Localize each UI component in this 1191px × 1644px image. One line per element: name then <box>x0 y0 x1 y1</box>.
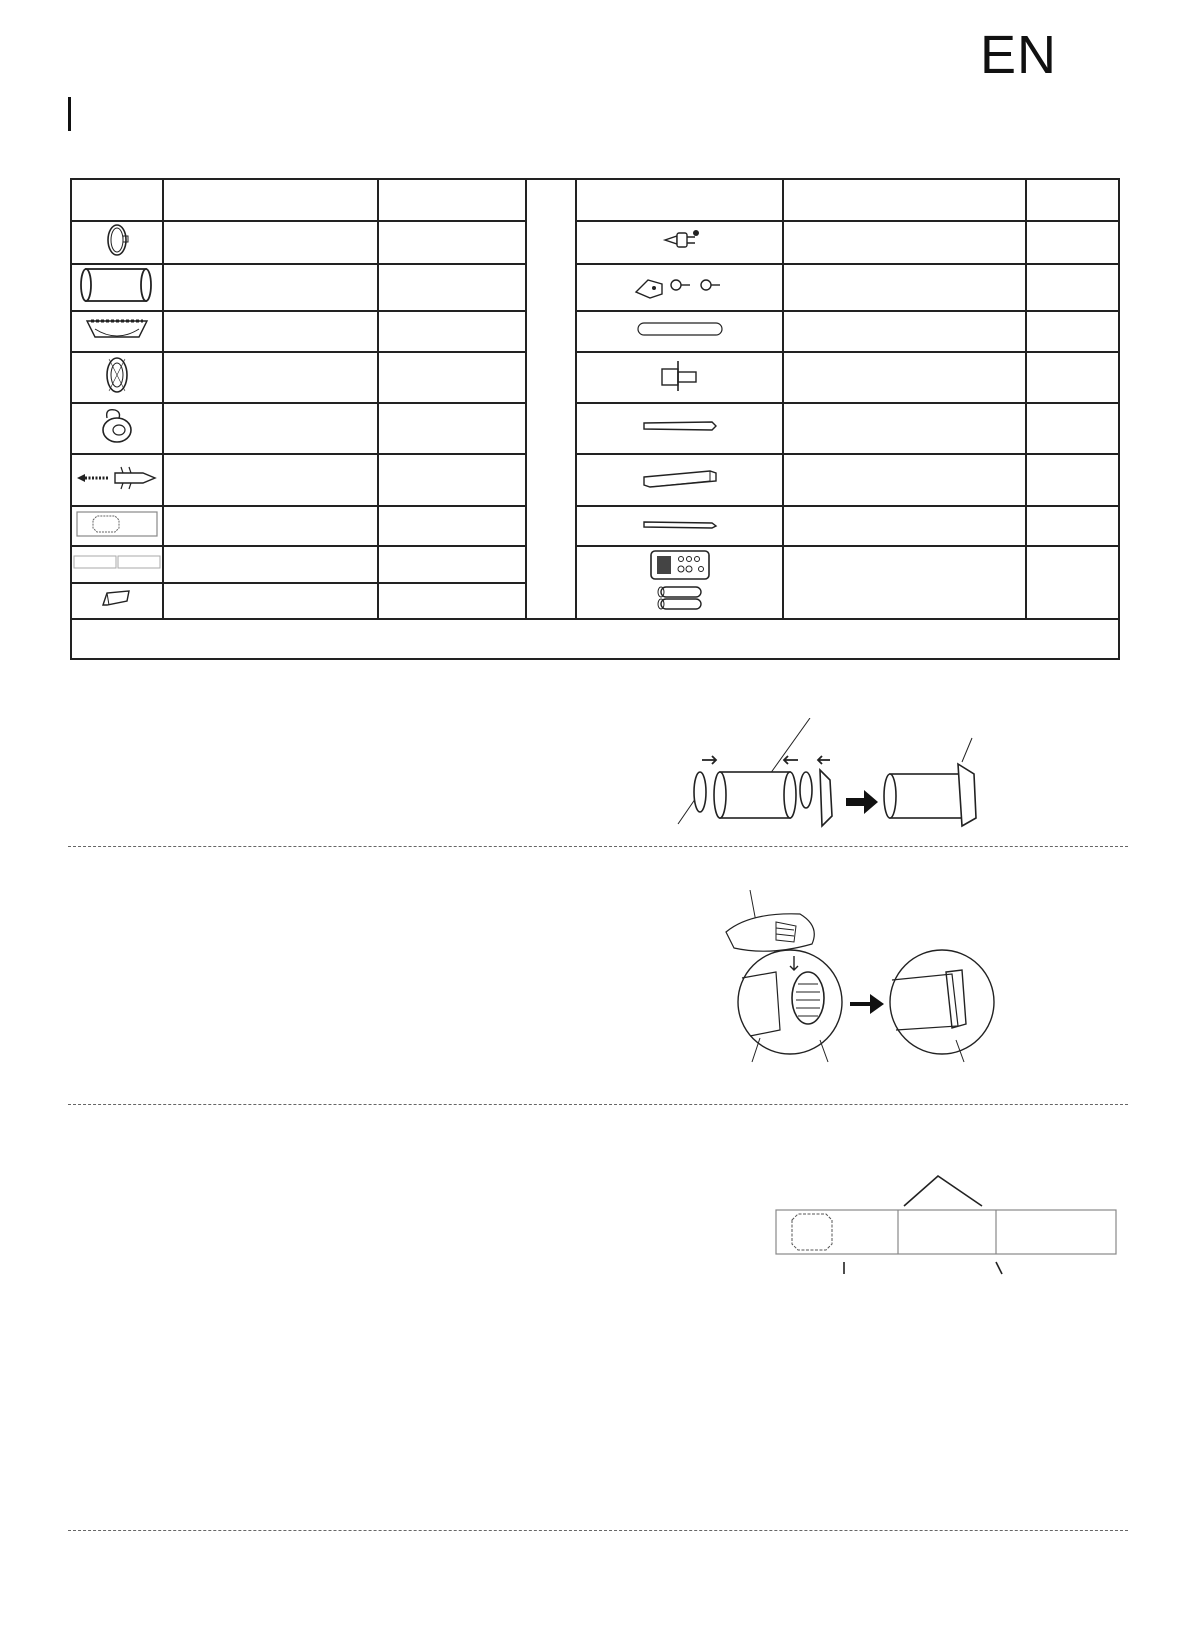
part-name-cell <box>163 546 378 583</box>
part-qty-cell <box>378 221 526 264</box>
part-name-cell <box>163 506 378 546</box>
section-separator <box>68 1530 1128 1531</box>
window-seal-panel-icon <box>75 508 159 540</box>
rod-icon <box>632 316 728 342</box>
table-row <box>71 221 1119 264</box>
part-image-cell <box>71 352 163 403</box>
part-qty-cell <box>1026 311 1119 352</box>
part-name-cell <box>163 583 378 620</box>
part-name-cell <box>783 403 1026 454</box>
part-image-cell <box>71 546 163 583</box>
exhaust-hose-icon <box>78 265 156 305</box>
screw-anchor-icon <box>75 463 159 493</box>
part-image-cell <box>576 403 783 454</box>
part-name-cell <box>163 264 378 311</box>
bolt-icon <box>655 225 705 255</box>
part-image-cell <box>71 403 163 454</box>
section-separator <box>68 1104 1128 1105</box>
part-name-cell <box>783 311 1026 352</box>
part-image-cell <box>71 583 163 620</box>
part-image-cell <box>576 221 783 264</box>
part-image-cell <box>576 546 783 619</box>
bar-icon <box>640 414 720 438</box>
part-name-cell <box>163 221 378 264</box>
part-name-cell <box>783 546 1026 619</box>
hook-icon <box>95 404 139 448</box>
table-row <box>71 311 1119 352</box>
part-qty-cell <box>378 403 526 454</box>
clip-icon <box>97 585 137 611</box>
part-qty-cell <box>378 454 526 506</box>
pin-icon <box>650 355 710 395</box>
part-qty-cell <box>378 583 526 620</box>
part-qty-cell <box>1026 264 1119 311</box>
part-image-cell <box>576 311 783 352</box>
part-image-cell <box>576 454 783 506</box>
part-qty-cell <box>1026 403 1119 454</box>
table-row <box>71 352 1119 403</box>
part-image-cell <box>71 454 163 506</box>
part-name-cell <box>163 352 378 403</box>
part-image-cell <box>71 506 163 546</box>
table-header-row <box>71 179 1119 221</box>
language-code: EN <box>980 25 1058 85</box>
thin-bar-icon <box>640 513 720 535</box>
window-adapter-icon <box>81 313 153 345</box>
part-qty-cell <box>378 546 526 583</box>
part-name-cell <box>163 311 378 352</box>
table-row <box>71 506 1119 546</box>
table-row <box>71 403 1119 454</box>
table-row <box>71 264 1119 311</box>
part-image-cell <box>576 352 783 403</box>
table-note-row <box>71 619 1119 659</box>
header-cell <box>71 179 163 221</box>
part-qty-cell <box>378 506 526 546</box>
part-qty-cell <box>1026 506 1119 546</box>
header-cell <box>378 179 526 221</box>
part-name-cell <box>783 454 1026 506</box>
table-row <box>71 546 1119 583</box>
part-name-cell <box>783 264 1026 311</box>
section-separator <box>68 846 1128 847</box>
column-divider <box>526 179 576 619</box>
part-qty-cell <box>1026 352 1119 403</box>
part-qty-cell <box>1026 221 1119 264</box>
remote-control-icon <box>645 547 715 613</box>
parts-table <box>70 178 1120 660</box>
part-qty-cell <box>1026 546 1119 619</box>
part-qty-cell <box>378 352 526 403</box>
bracket-screw-icon <box>632 270 728 300</box>
table-note-cell <box>71 619 1119 659</box>
part-name-cell <box>783 352 1026 403</box>
hose-attach-figure <box>720 890 1020 1070</box>
foam-strip-icon <box>73 552 161 572</box>
part-name-cell <box>783 506 1026 546</box>
header-cell <box>1026 179 1119 221</box>
part-qty-cell <box>1026 454 1119 506</box>
part-name-cell <box>163 454 378 506</box>
header-cell <box>576 179 783 221</box>
long-bar-icon <box>640 463 720 493</box>
part-name-cell <box>163 403 378 454</box>
header-cell <box>783 179 1026 221</box>
part-qty-cell <box>378 311 526 352</box>
hose-ring-icon <box>97 222 137 258</box>
table-row <box>71 454 1119 506</box>
part-image-cell <box>576 264 783 311</box>
section-marker <box>68 97 71 131</box>
hose-assembly-figure <box>670 718 1000 828</box>
part-image-cell <box>71 221 163 264</box>
part-image-cell <box>71 311 163 352</box>
part-image-cell <box>71 264 163 311</box>
window-panel-figure <box>770 1168 1120 1278</box>
header-cell <box>163 179 378 221</box>
unit-connector-icon <box>97 353 137 397</box>
part-name-cell <box>783 221 1026 264</box>
part-image-cell <box>576 506 783 546</box>
part-qty-cell <box>378 264 526 311</box>
